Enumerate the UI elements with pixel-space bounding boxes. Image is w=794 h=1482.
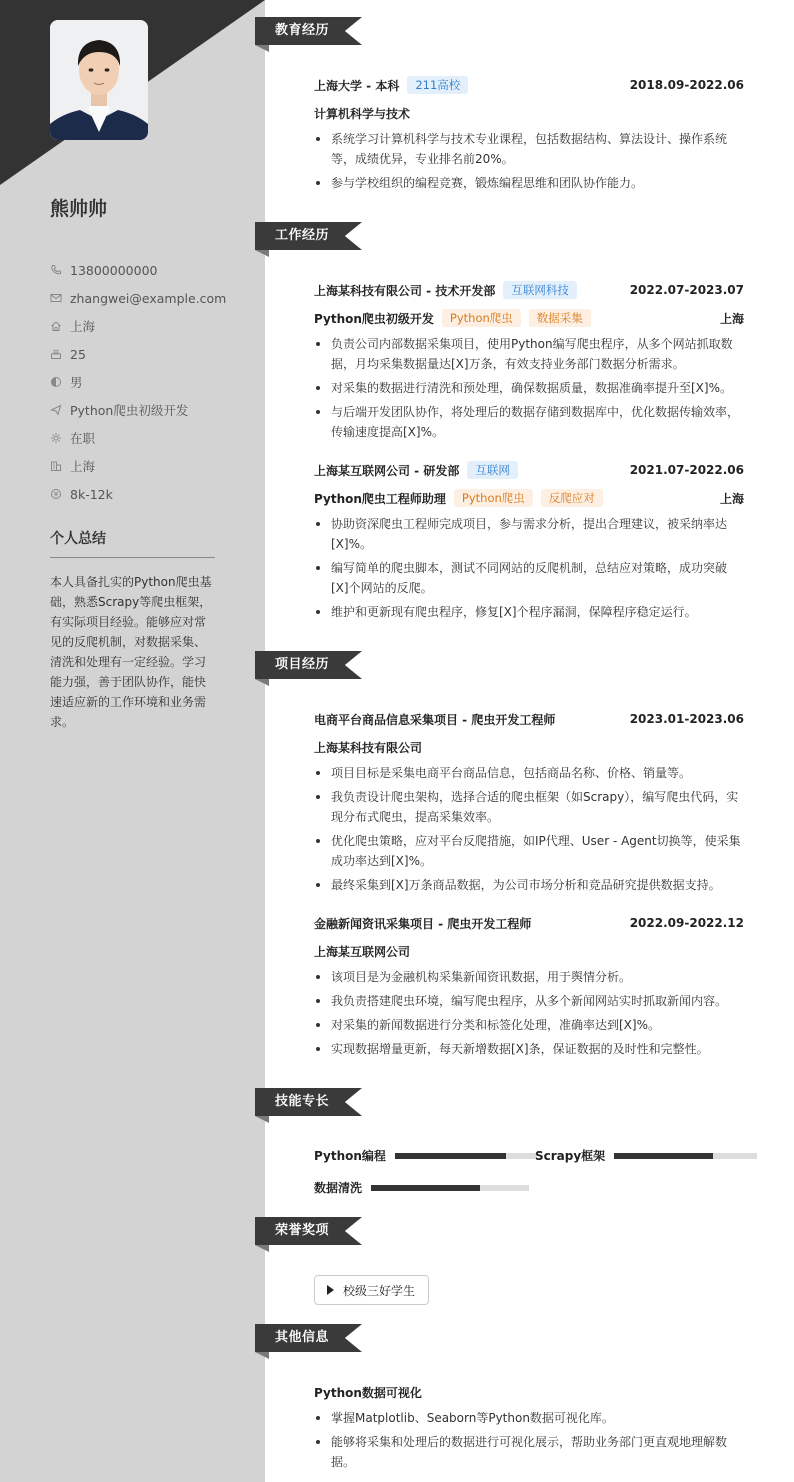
bullet-item: 与后端开发团队协作，将处理后的数据存储到数据库中，优化数据传输效率，传输速度提高[X]%。 <box>314 402 744 442</box>
section-title: 荣誉奖项 <box>275 1223 330 1238</box>
info-email <box>50 284 230 312</box>
skill-name: 数据清洗 <box>314 1181 363 1195</box>
gender-icon <box>50 376 62 388</box>
section-title: 技能专长 <box>275 1094 330 1109</box>
work-bullets <box>314 334 744 442</box>
project-company-row <box>314 937 744 965</box>
role-row <box>314 484 744 512</box>
work-entry <box>314 456 744 626</box>
info-hometown <box>50 312 230 340</box>
email-icon <box>50 292 62 304</box>
status-icon <box>50 432 62 444</box>
info-gender <box>50 368 230 396</box>
education-entry <box>314 71 744 197</box>
work-bullets <box>314 514 744 622</box>
role-tag: 反爬应对 <box>541 489 603 507</box>
skill-bar-fill <box>614 1153 713 1159</box>
skill-data-cleaning <box>314 1179 529 1196</box>
bullet-item: 编写简单的爬虫脚本，测试不同网站的反爬机制，总结应对策略，成功突破[X]个网站的反爬。 <box>314 558 744 598</box>
role-name: Python爬虫工程师助理 <box>314 491 446 506</box>
work-entry <box>314 276 744 446</box>
project-company: 上海某科技有限公司 <box>314 740 423 755</box>
info-phone <box>50 256 230 284</box>
avatar <box>50 20 148 140</box>
info-text: 男 <box>70 375 83 390</box>
bullet-item: 对采集的新闻数据进行分类和标签化处理，准确率达到[X]%。 <box>314 1015 744 1035</box>
bullet-item: 实现数据增量更新，每天新增数据[X]条，保证数据的及时性和完整性。 <box>314 1039 744 1059</box>
bullet-item: 系统学习计算机科学与技术专业课程，包括数据结构、算法设计、操作系统等，成绩优异，专业排名前20%。 <box>314 129 744 169</box>
role-row <box>314 304 744 332</box>
school-tag: 211高校 <box>407 76 468 94</box>
info-salary <box>50 480 230 508</box>
skill-name: Python编程 <box>314 1149 386 1163</box>
work-date: 2021.07-2022.06 <box>629 463 744 477</box>
other-bullets <box>314 1408 744 1472</box>
work-city: 上海 <box>719 311 744 326</box>
bullet-item: 项目目标是采集电商平台商品信息，包括商品名称、价格、销量等。 <box>314 763 744 783</box>
company-row <box>314 456 744 484</box>
section-header-fold <box>255 1116 269 1123</box>
section-header-fold <box>255 679 269 686</box>
role-tag: Python爬虫 <box>442 309 521 327</box>
major-name: 计算机科学与技术 <box>314 106 411 121</box>
info-text: 13800000000 <box>70 262 158 278</box>
project-entry <box>314 705 744 899</box>
project-name: 电商平台商品信息采集项目 - 爬虫开发工程师 <box>314 712 556 727</box>
target-icon <box>50 404 62 416</box>
bullet-item: 我负责搭建爬虫环境，编写爬虫程序，从多个新闻网站实时抓取新闻内容。 <box>314 991 744 1011</box>
info-target-position <box>50 396 230 424</box>
skill-name: Scrapy框架 <box>535 1149 606 1163</box>
company-tag: 互联网科技 <box>503 281 577 299</box>
other-heading-row <box>314 1378 744 1406</box>
project-company-row <box>314 733 744 761</box>
section-title: 其他信息 <box>275 1330 330 1345</box>
bullet-item: 协助资深爬虫工程师完成项目，参与需求分析，提出合理建议，被采纳率达[X]%。 <box>314 514 744 554</box>
info-text: 8k-12k <box>70 486 113 502</box>
project-bullets <box>314 967 744 1059</box>
bullet-item: 最终采集到[X]万条商品数据，为公司市场分析和竞品研究提供数据支持。 <box>314 875 744 895</box>
company-name: 上海某科技有限公司 - 技术开发部 <box>314 283 496 298</box>
bullet-item: 对采集的数据进行清洗和预处理，确保数据质量，数据准确率提升至[X]%。 <box>314 378 744 398</box>
profile-name: 熊帅帅 <box>50 198 108 220</box>
main-content <box>265 0 794 1482</box>
section-title: 项目经历 <box>275 657 330 672</box>
section-title: 教育经历 <box>275 23 330 38</box>
summary-title: 个人总结 <box>50 528 215 558</box>
info-text: 上海 <box>70 319 96 334</box>
city-icon <box>50 460 62 472</box>
info-text: 在职 <box>70 431 96 446</box>
role-tag: 数据采集 <box>529 309 591 327</box>
award-label: 校级三好学生 <box>343 1283 416 1298</box>
info-text: zhangwei@example.com <box>70 290 227 306</box>
award-item[interactable] <box>314 1275 429 1305</box>
skill-bar-track <box>395 1153 537 1159</box>
skill-bar-fill <box>371 1185 480 1191</box>
other-entry <box>314 1378 744 1476</box>
bullet-item: 维护和更新现有爬虫程序，修复[X]个程序漏洞，保障程序稳定运行。 <box>314 602 744 622</box>
school-name: 上海大学 - 本科 <box>314 78 400 93</box>
section-header-fold <box>255 1352 269 1359</box>
skill-python <box>314 1147 537 1164</box>
project-row <box>314 909 744 937</box>
bullet-item: 掌握Matplotlib、Seaborn等Python数据可视化库。 <box>314 1408 744 1428</box>
salary-icon <box>50 488 62 500</box>
info-city <box>50 452 230 480</box>
skill-bar-track <box>371 1185 529 1191</box>
bullet-item: 优化爬虫策略，应对平台反爬措施，如IP代理、User - Agent切换等，使采集成功率达到[X]%。 <box>314 831 744 871</box>
age-icon <box>50 348 62 360</box>
info-status <box>50 424 230 452</box>
bullet-item: 我负责设计爬虫架构，选择合适的爬虫框架（如Scrapy），编写爬虫代码，实现分布式爬虫，提高采集效率。 <box>314 787 744 827</box>
other-heading: Python数据可视化 <box>314 1385 422 1400</box>
contact-info-list <box>50 256 230 508</box>
project-bullets <box>314 763 744 895</box>
project-company: 上海某互联网公司 <box>314 944 411 959</box>
skill-bar-track <box>614 1153 757 1159</box>
info-text: Python爬虫初级开发 <box>70 403 189 418</box>
bullet-item: 能够将采集和处理后的数据进行可视化展示，帮助业务部门更直观地理解数据。 <box>314 1432 744 1472</box>
info-age <box>50 340 230 368</box>
section-title: 工作经历 <box>275 228 330 243</box>
company-name: 上海某互联网公司 - 研发部 <box>314 463 460 478</box>
skill-bar-fill <box>395 1153 506 1159</box>
education-date: 2018.09-2022.06 <box>629 78 744 92</box>
section-header-fold <box>255 45 269 52</box>
project-row <box>314 705 744 733</box>
avatar-portrait <box>50 20 148 140</box>
company-row <box>314 276 744 304</box>
play-triangle-icon <box>327 1285 334 1295</box>
education-row <box>314 71 744 99</box>
project-date: 2023.01-2023.06 <box>629 712 744 726</box>
work-city: 上海 <box>719 491 744 506</box>
info-text: 上海 <box>70 459 96 474</box>
summary-text: 本人具备扎实的Python爬虫基础，熟悉Scrapy等爬虫框架，有实际项目经验。能够应对常见的反爬机制，对数据采集、清洗和处理有一定经验。学习能力强，善于团队协作，能快速适应新的工作环境和业务需求。 <box>50 575 212 729</box>
sidebar <box>0 0 265 1482</box>
major-row <box>314 99 744 127</box>
bullet-item: 该项目是为金融机构采集新闻资讯数据，用于舆情分析。 <box>314 967 744 987</box>
bullet-item: 负责公司内部数据采集项目，使用Python编写爬虫程序，从多个网站抓取数据，月均采集数据量达[X]万条，有效支持业务部门数据分析需求。 <box>314 334 744 374</box>
company-tag: 互联网 <box>467 461 518 479</box>
phone-icon <box>50 264 62 276</box>
section-header-fold <box>255 1245 269 1252</box>
project-date: 2022.09-2022.12 <box>629 916 744 930</box>
education-bullets <box>314 129 744 193</box>
role-tag: Python爬虫 <box>454 489 533 507</box>
role-name: Python爬虫初级开发 <box>314 311 434 326</box>
section-header-fold <box>255 250 269 257</box>
info-text: 25 <box>70 346 86 362</box>
project-entry <box>314 909 744 1063</box>
work-date: 2022.07-2023.07 <box>629 283 744 297</box>
skill-scrapy <box>535 1147 757 1164</box>
project-name: 金融新闻资讯采集项目 - 爬虫开发工程师 <box>314 916 532 931</box>
bullet-item: 参与学校组织的编程竞赛，锻炼编程思维和团队协作能力。 <box>314 173 744 193</box>
home-icon <box>50 320 62 332</box>
